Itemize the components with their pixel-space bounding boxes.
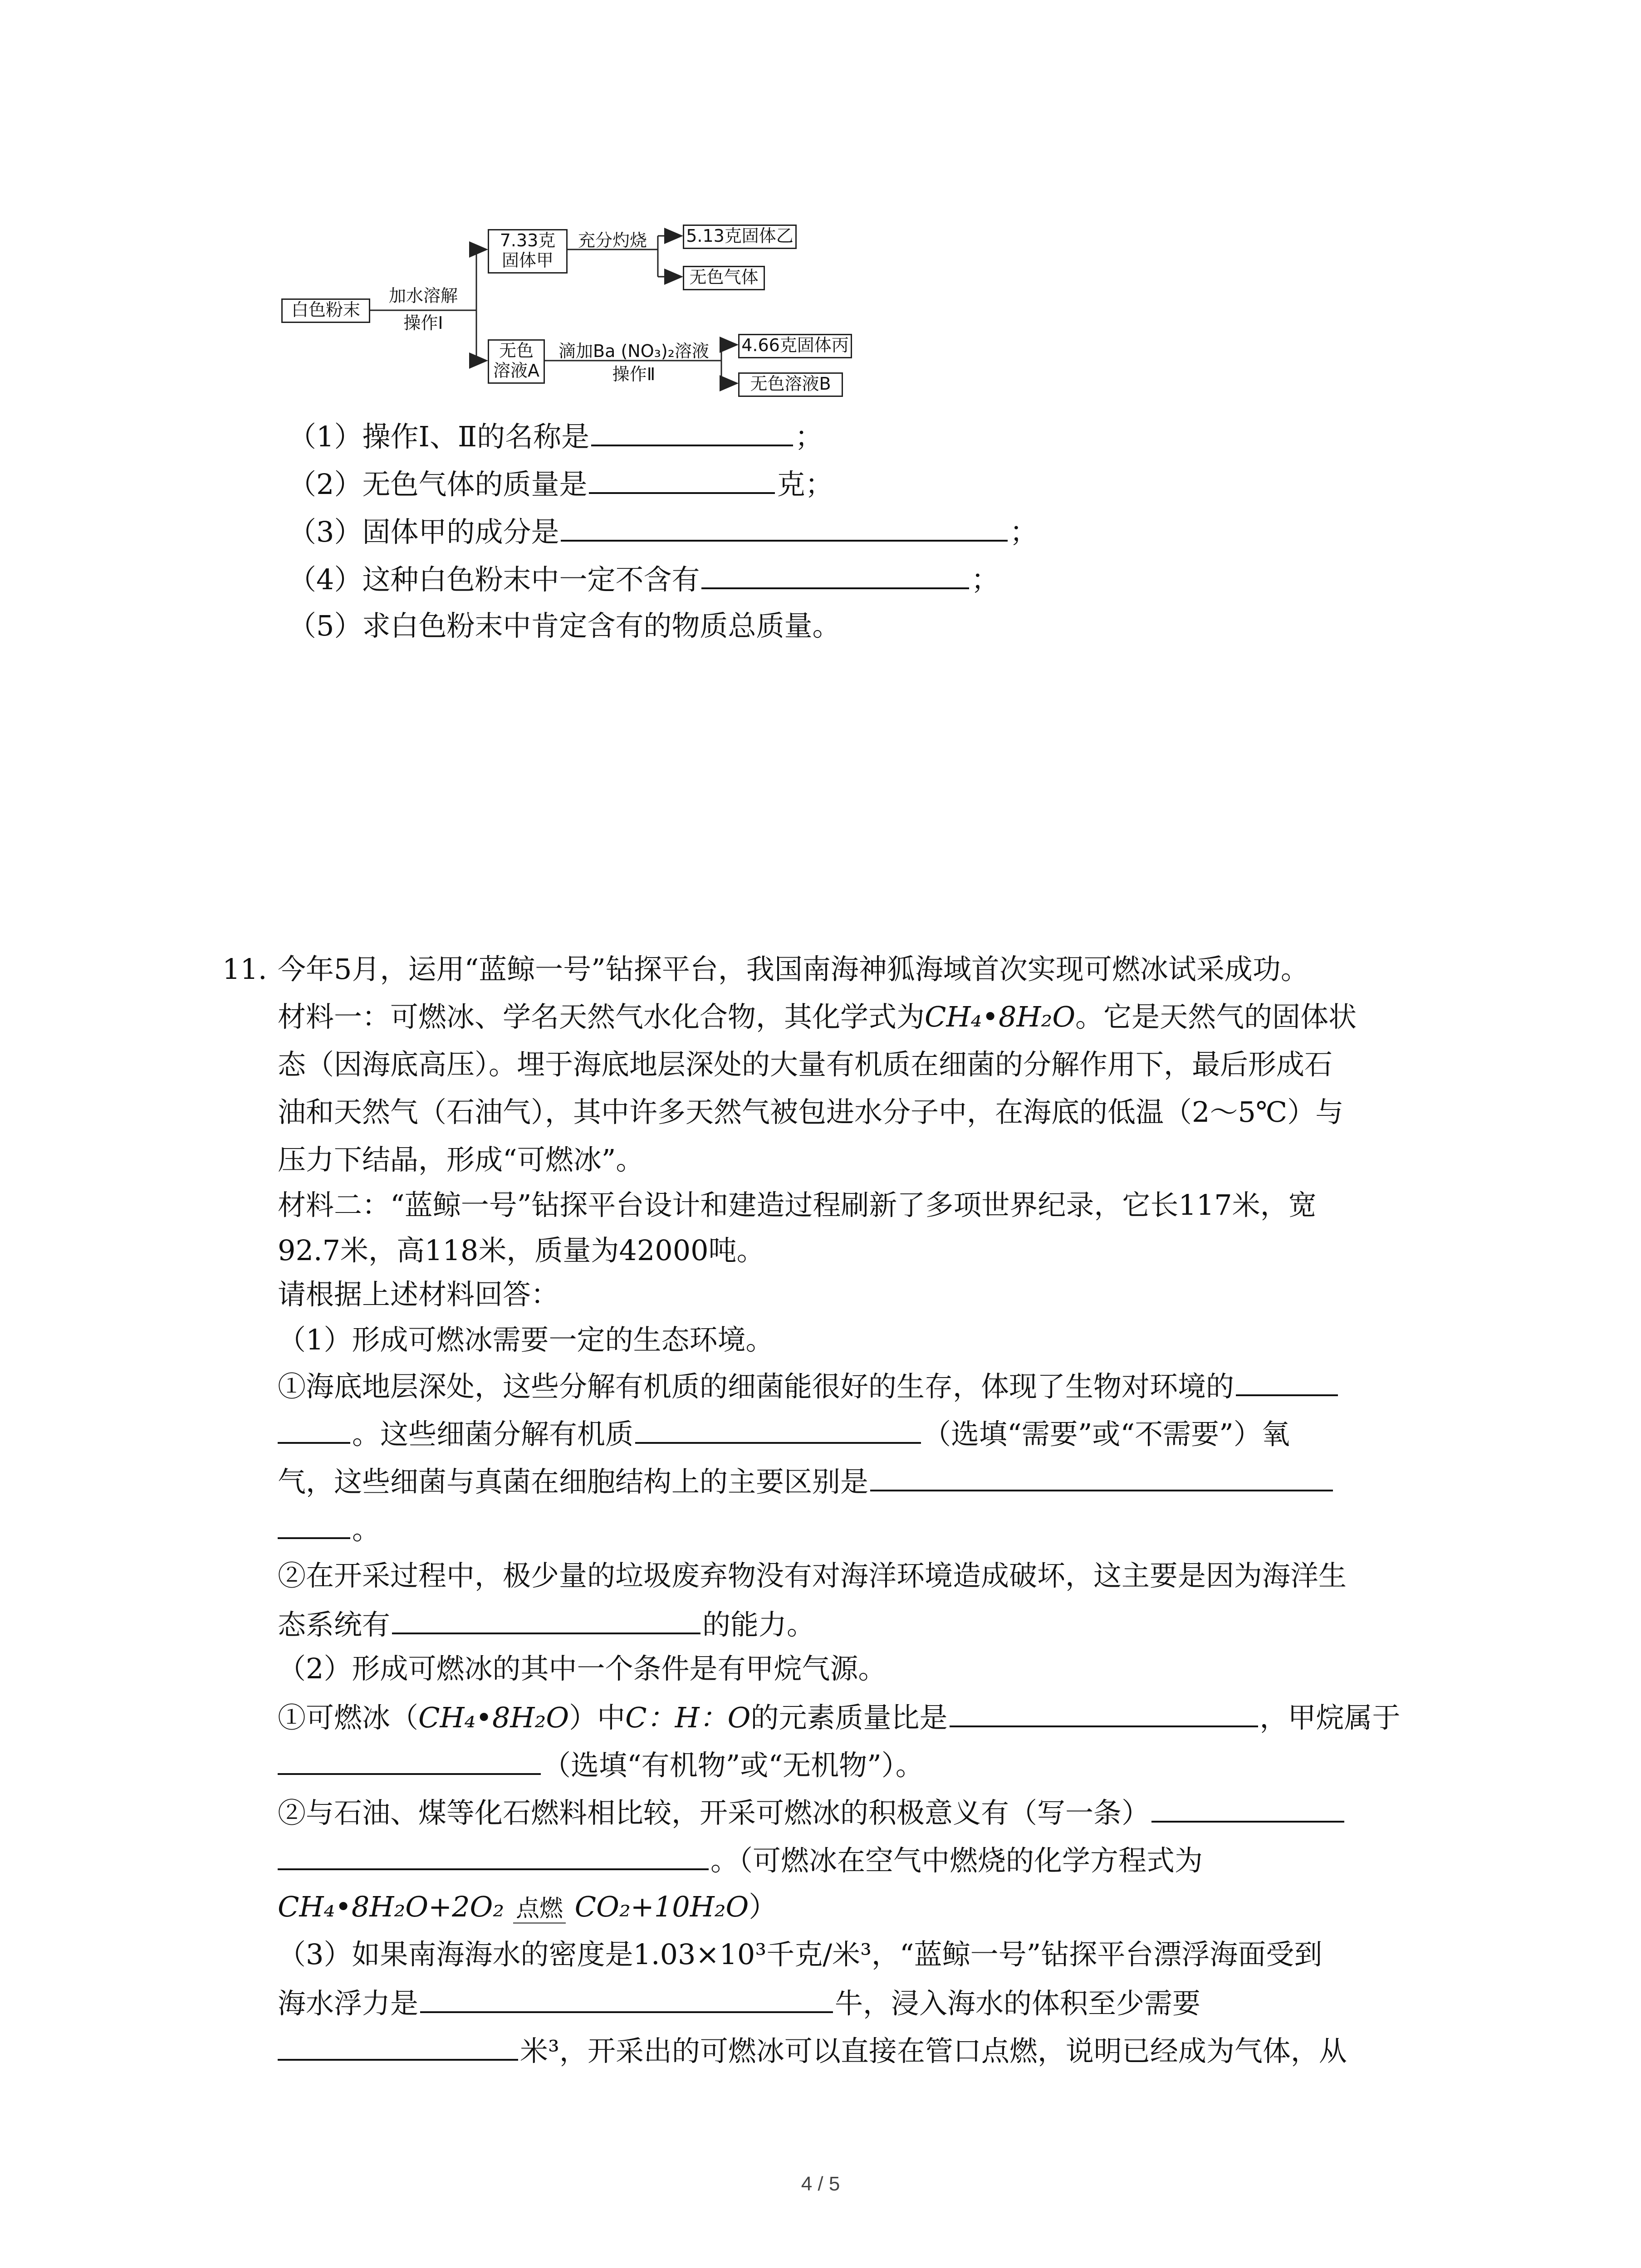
q11-s1-q2-line1: ②在开采过程中，极少量的垃圾废弃物没有对海洋环境造成破坏，这主要是因为海洋生: [278, 1559, 1347, 1592]
answer-blank[interactable]: [278, 1840, 709, 1870]
q11-s2-q1-line1: [278, 1697, 1401, 1737]
solution-a-box: [488, 339, 545, 384]
solution-b-box: [738, 372, 843, 397]
solid-bing-label: 4.66克固体丙: [741, 335, 849, 355]
q10-item-4-text: （4）这种白色粉末中一定不含有: [288, 563, 700, 596]
s1-q1-text-b: 。这些细菌分解有机质: [352, 1418, 634, 1451]
solution-a-l2: 溶液A: [493, 361, 539, 381]
q10-item-1-end: ；: [795, 420, 823, 453]
answer-blank[interactable]: [589, 464, 775, 494]
q11-s2-q2-line2: [278, 1840, 1203, 1880]
q10-item-2-end: 克；: [777, 468, 833, 501]
q10-item-4-end: ；: [971, 563, 999, 596]
s2-q1-text-a: ①可燃冰（: [278, 1701, 419, 1734]
answer-blank[interactable]: [420, 1983, 833, 2013]
gas-label: 无色气体: [689, 267, 759, 287]
q11-s3-line1: （3）如果南海海水的密度是1.03×10³千克/米³，“蓝鲸一号”钻探平台漂浮海面受到: [278, 1938, 1323, 1971]
equation-right: CO₂+10H₂O: [574, 1890, 749, 1923]
s2-q2-text-a: ②与石油、煤等化石燃料相比较，开采可燃冰的积极意义有（写一条）: [278, 1796, 1150, 1829]
answer-blank[interactable]: [561, 512, 1008, 542]
solution-b-label: 无色溶液B: [750, 374, 831, 394]
m1-text-a: 材料一：可燃冰、学名天然气水化合物，其化学式为: [278, 1000, 925, 1033]
q11-s1-q1-line3: [278, 1461, 1335, 1501]
q11-s3-line2: [278, 1983, 1200, 2023]
q11-material2-line1: 材料二：“蓝鲸一号”钻探平台设计和建造过程刷新了多项世界纪录，它长117米，宽: [278, 1188, 1317, 1222]
q11-number: 11.: [222, 953, 267, 986]
answer-blank[interactable]: [392, 1604, 700, 1634]
op1-top-label: 加水溶解: [388, 286, 458, 306]
q10-item-5-text: （5）求白色粉末中肯定含有的物质总质量。: [288, 609, 841, 642]
q10-item-4: [288, 559, 999, 599]
white-powder-label: 白色粉末: [291, 300, 360, 320]
q11-material1-line3: 油和天然气（石油气），其中许多天然气被包进水分子中，在海底的低温（2～5℃）与: [278, 1095, 1344, 1129]
s3-text-b: 海水浮力是: [278, 1987, 419, 2020]
s1-q1-text-d: 气，这些细菌与真菌在细胞结构上的主要区别是: [278, 1465, 869, 1498]
q11-material1-line4: 压力下结晶，形成“可燃冰”。: [278, 1143, 644, 1176]
s1-q2-text-b: 态系统有: [278, 1608, 391, 1641]
answer-blank[interactable]: [701, 559, 969, 589]
m1-text-b: 。它是天然气的固体状: [1075, 1000, 1357, 1033]
q11-s3-line3: [278, 2031, 1347, 2070]
q11-s1-q2-line2: [278, 1604, 815, 1644]
gas-box: [683, 266, 765, 290]
q11-s1-q1-line4: [278, 1509, 380, 1549]
q11-material2-line2: 92.7米，高118米，质量为42000吨。: [278, 1234, 765, 1267]
answer-blank[interactable]: [278, 1509, 350, 1539]
page-number: 4 / 5: [801, 2173, 840, 2195]
answer-blank[interactable]: [1236, 1366, 1338, 1396]
q10-item-1: [288, 416, 823, 456]
answer-blank[interactable]: [635, 1414, 921, 1444]
burn-label: 充分灼烧: [578, 230, 647, 250]
solid-yi-label: 5.13克固体乙: [686, 226, 794, 246]
m1-formula: CH₄•8H₂O: [925, 1000, 1076, 1033]
solid-bing-box: [738, 334, 852, 358]
op2-bottom-label: 操作Ⅱ: [612, 364, 656, 384]
op2-top-label: 滴加Ba (NO₃)₂溶液: [558, 341, 709, 361]
q10-item-5: [288, 607, 840, 645]
q10-item-1-text: （1）操作Ⅰ、Ⅱ的名称是: [288, 420, 590, 453]
q10-item-2: [288, 464, 833, 503]
q11-sub2-title: （2）形成可燃冰的其中一个条件是有甲烷气源。: [278, 1652, 887, 1685]
s2-q1-formula: CH₄•8H₂O: [418, 1701, 569, 1734]
q10-item-3-end: ；: [1009, 515, 1038, 548]
answer-blank[interactable]: [278, 1414, 350, 1444]
answer-blank[interactable]: [950, 1697, 1258, 1727]
q11-material1-line2: 态（因海底高压）。埋于海底地层深处的大量有机质在细菌的分解作用下，最后形成石: [278, 1048, 1333, 1081]
answer-blank[interactable]: [278, 1745, 541, 1775]
solid-jia-box: [488, 229, 568, 274]
answer-blank[interactable]: [870, 1461, 1333, 1491]
op1-bottom-label: 操作Ⅰ: [403, 313, 443, 333]
q10-item-3-text: （3）固体甲的成分是: [288, 515, 559, 548]
s2-q1-text-b: ）中: [569, 1701, 626, 1734]
answer-blank[interactable]: [591, 416, 793, 446]
s3-text-d: 米³，开采出的可燃冰可以直接在管口点燃，说明已经成为气体，从: [520, 2034, 1347, 2068]
q11-s2-q1-line2: [278, 1745, 924, 1784]
q11-s2-q2-line1: [278, 1793, 1346, 1832]
s2-q1-text-c: 的元素质量比是: [750, 1701, 948, 1734]
s2-q2-text-b: 。（可燃冰在空气中燃烧的化学方程式为: [710, 1844, 1203, 1877]
q11-sub1-title: （1）形成可燃冰需要一定的生态环境。: [278, 1323, 774, 1356]
solid-jia-mass: 7.33克: [500, 230, 556, 250]
s2-q1-text-e: （选填“有机物”或“无机物”）。: [543, 1749, 924, 1782]
q11-equation: [278, 1888, 777, 1928]
s1-q1-text-e: 。: [352, 1513, 381, 1546]
s3-text-c: 牛，浸入海水的体积至少需要: [835, 1987, 1201, 2020]
equation-end: ）: [749, 1890, 777, 1923]
q11-s1-q1-line1: [278, 1366, 1340, 1406]
equation-condition: 点燃: [513, 1895, 566, 1924]
q11-s1-q1-line2: [278, 1414, 1290, 1453]
solution-a-l1: 无色: [499, 341, 534, 361]
solid-jia-name: 固体甲: [501, 250, 554, 270]
q11-material1-line1: [278, 998, 1357, 1036]
q10-item-2-text: （2）无色气体的质量是: [288, 468, 588, 501]
answer-blank[interactable]: [278, 2031, 518, 2061]
s1-q2-text-c: 的能力。: [702, 1608, 815, 1641]
s1-q1-text-c: （选填“需要”或“不需要”）氧: [923, 1418, 1290, 1451]
solid-yi-box: [683, 225, 797, 249]
equation-left: CH₄•8H₂O+2O₂: [278, 1890, 505, 1923]
answer-blank[interactable]: [1151, 1793, 1344, 1823]
flow-diagram: [272, 213, 885, 404]
white-powder-box: [281, 298, 370, 323]
s1-q1-text-a: ①海底地层深处，这些分解有机质的细菌能很好的生存，体现了生物对环境的: [278, 1370, 1234, 1403]
s2-q1-text-d: ，甲烷属于: [1259, 1701, 1401, 1734]
q11-intro: 今年5月，运用“蓝鲸一号”钻探平台，我国南海神狐海域首次实现可燃冰试采成功。: [278, 953, 1309, 986]
q11-ask: 请根据上述材料回答：: [278, 1278, 559, 1311]
q10-item-3: [288, 512, 1038, 551]
s2-q1-ratio: C：H：O: [625, 1701, 751, 1734]
